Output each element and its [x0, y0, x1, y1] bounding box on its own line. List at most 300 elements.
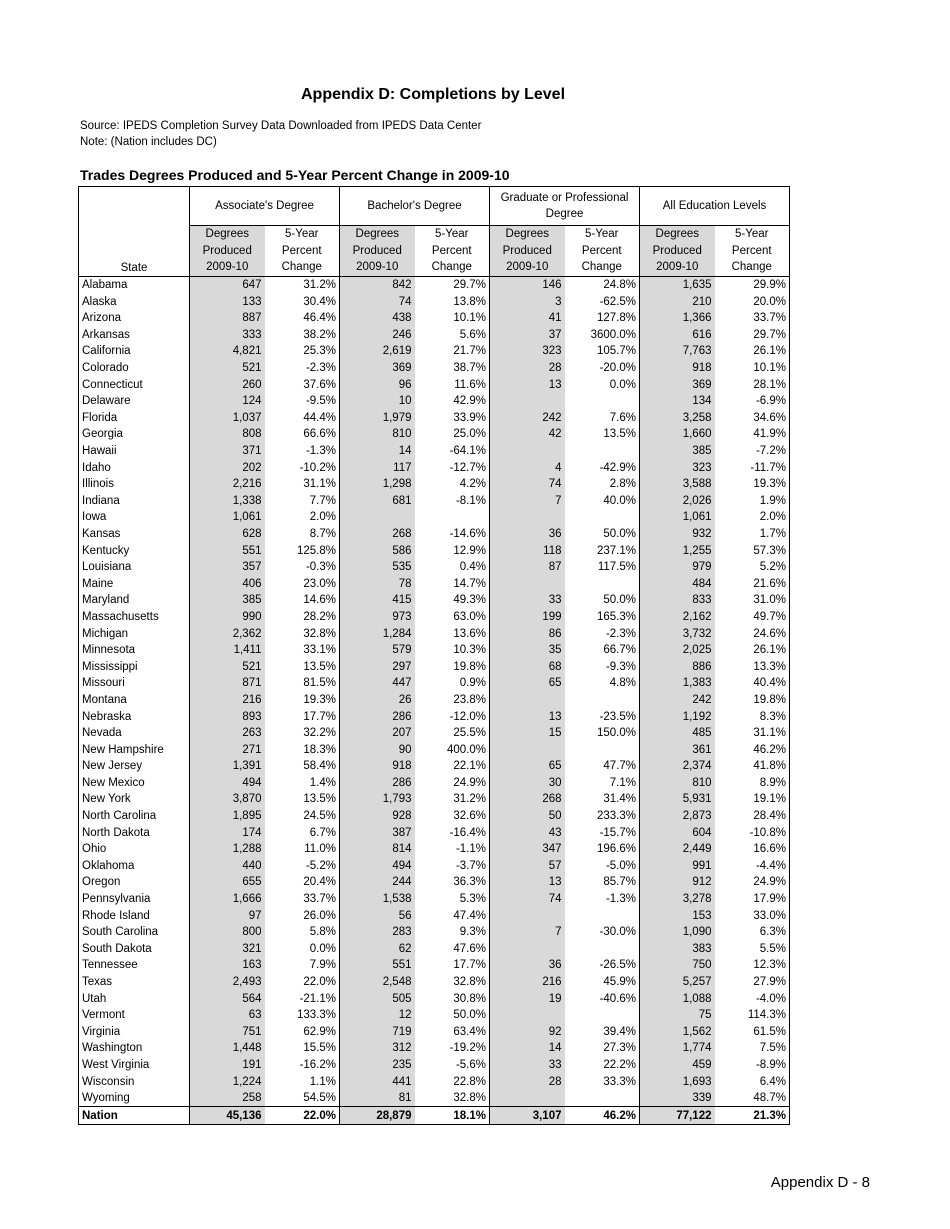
cell-grad-change: 33.3%: [565, 1073, 640, 1090]
cell-assoc-degrees: 2,493: [190, 974, 265, 991]
cell-all-change: 20.0%: [715, 293, 790, 310]
cell-all-change: 10.1%: [715, 360, 790, 377]
cell-assoc-degrees: 3,870: [190, 791, 265, 808]
cell-assoc-degrees: 4,821: [190, 343, 265, 360]
cell-state: Idaho: [79, 459, 190, 476]
cell-grad-change: [565, 907, 640, 924]
cell-bach-change: 13.8%: [415, 293, 490, 310]
table-row: [79, 1040, 790, 1057]
table-row: [79, 476, 790, 493]
table-row: [79, 526, 790, 543]
header-bachelors: Bachelor's Degree: [340, 187, 490, 226]
cell-assoc-degrees: 887: [190, 310, 265, 327]
cell-grad-degrees: [490, 393, 565, 410]
cell-all-change: 1.7%: [715, 526, 790, 543]
cell-all-degrees: 1,192: [640, 708, 715, 725]
cell-all-degrees: 7,763: [640, 343, 715, 360]
cell-grad-change: [565, 575, 640, 592]
header-state-blank: [79, 243, 190, 260]
cell-assoc-degrees: 647: [190, 276, 265, 293]
cell-assoc-degrees: 133: [190, 293, 265, 310]
cell-all-degrees: 3,732: [640, 625, 715, 642]
cell-assoc-degrees: 2,362: [190, 625, 265, 642]
cell-state: Kentucky: [79, 542, 190, 559]
cell-assoc-change: 125.8%: [265, 542, 340, 559]
cell-assoc-degrees: 260: [190, 376, 265, 393]
cell-assoc-change: 33.7%: [265, 891, 340, 908]
cell-state: Virginia: [79, 1024, 190, 1041]
cell-bach-degrees: 14: [340, 443, 415, 460]
cell-bach-degrees: 447: [340, 675, 415, 692]
cell-assoc-change: -10.2%: [265, 459, 340, 476]
cell-assoc-degrees: 97: [190, 907, 265, 924]
cell-assoc-degrees: 321: [190, 941, 265, 958]
cell-state: Minnesota: [79, 642, 190, 659]
cell-assoc-degrees: 385: [190, 592, 265, 609]
cell-bach-degrees: 244: [340, 874, 415, 891]
cell-grad-change: 4.8%: [565, 675, 640, 692]
cell-assoc-degrees: 1,037: [190, 410, 265, 427]
cell-assoc-degrees: 521: [190, 658, 265, 675]
cell-all-change: 5.5%: [715, 941, 790, 958]
header-degrees-produced: Produced: [490, 243, 565, 260]
cell-bach-change: 5.6%: [415, 327, 490, 344]
cell-grad-change: 31.4%: [565, 791, 640, 808]
cell-grad-degrees: [490, 575, 565, 592]
cell-state: Washington: [79, 1040, 190, 1057]
cell-all-change: 19.8%: [715, 692, 790, 709]
cell-grad-degrees: 4: [490, 459, 565, 476]
cell-grad-degrees: 13: [490, 708, 565, 725]
cell-assoc-degrees: 174: [190, 824, 265, 841]
cell-bach-degrees: 441: [340, 1073, 415, 1090]
cell-all-change: 49.7%: [715, 609, 790, 626]
cell-assoc-change: -5.2%: [265, 858, 340, 875]
cell-bach-change: -3.7%: [415, 858, 490, 875]
cell-state: Indiana: [79, 493, 190, 510]
cell-bach-degrees: 814: [340, 841, 415, 858]
cell-state: Mississippi: [79, 658, 190, 675]
cell-grad-change: 150.0%: [565, 725, 640, 742]
table-row: [79, 874, 790, 891]
cell-grad-degrees: 216: [490, 974, 565, 991]
cell-grad-degrees: 347: [490, 841, 565, 858]
cell-assoc-degrees: 333: [190, 327, 265, 344]
cell-all-degrees: 361: [640, 741, 715, 758]
cell-bach-degrees: 1,793: [340, 791, 415, 808]
cell-grad-degrees: 146: [490, 276, 565, 293]
cell-all-change: 31.0%: [715, 592, 790, 609]
cell-bach-degrees: 28,879: [340, 1107, 415, 1125]
table-row: [79, 1024, 790, 1041]
cell-bach-degrees: 719: [340, 1024, 415, 1041]
cell-grad-change: 50.0%: [565, 592, 640, 609]
cell-grad-change: 105.7%: [565, 343, 640, 360]
cell-assoc-change: 24.5%: [265, 808, 340, 825]
cell-grad-change: 85.7%: [565, 874, 640, 891]
cell-grad-degrees: 118: [490, 542, 565, 559]
cell-bach-change: 25.5%: [415, 725, 490, 742]
header-degrees-produced: Produced: [190, 243, 265, 260]
cell-state: Arkansas: [79, 327, 190, 344]
cell-grad-change: 7.6%: [565, 410, 640, 427]
table-row: [79, 642, 790, 659]
cell-bach-change: 23.8%: [415, 692, 490, 709]
cell-all-degrees: 369: [640, 376, 715, 393]
cell-all-degrees: 485: [640, 725, 715, 742]
cell-all-change: -7.2%: [715, 443, 790, 460]
cell-bach-degrees: 297: [340, 658, 415, 675]
cell-assoc-change: 30.4%: [265, 293, 340, 310]
cell-bach-change: 13.6%: [415, 625, 490, 642]
source-notes: [80, 118, 481, 150]
cell-state: Michigan: [79, 625, 190, 642]
cell-grad-degrees: 35: [490, 642, 565, 659]
cell-grad-change: 237.1%: [565, 542, 640, 559]
cell-all-change: -4.4%: [715, 858, 790, 875]
cell-bach-change: 21.7%: [415, 343, 490, 360]
cell-bach-degrees: 90: [340, 741, 415, 758]
cell-state: New York: [79, 791, 190, 808]
cell-all-change: 6.4%: [715, 1073, 790, 1090]
table-row: [79, 493, 790, 510]
cell-assoc-degrees: 1,338: [190, 493, 265, 510]
cell-all-degrees: 912: [640, 874, 715, 891]
table-row: [79, 1007, 790, 1024]
cell-all-degrees: 459: [640, 1057, 715, 1074]
cell-state: Alaska: [79, 293, 190, 310]
cell-bach-change: 0.4%: [415, 559, 490, 576]
header-all-levels: All Education Levels: [640, 187, 790, 226]
cell-bach-change: 25.0%: [415, 426, 490, 443]
cell-all-change: 29.9%: [715, 276, 790, 293]
cell-bach-degrees: 810: [340, 426, 415, 443]
source-line: Source: IPEDS Completion Survey Data Downloaded from IPEDS Data Center: [80, 120, 482, 132]
cell-grad-change: 233.3%: [565, 808, 640, 825]
table-row: [79, 343, 790, 360]
cell-assoc-change: -16.2%: [265, 1057, 340, 1074]
cell-grad-degrees: 68: [490, 658, 565, 675]
cell-bach-degrees: 1,298: [340, 476, 415, 493]
cell-all-degrees: 1,255: [640, 542, 715, 559]
cell-state: Texas: [79, 974, 190, 991]
header-degrees-produced: Degrees: [190, 226, 265, 243]
cell-grad-degrees: 33: [490, 1057, 565, 1074]
cell-all-degrees: 932: [640, 526, 715, 543]
cell-assoc-change: 18.3%: [265, 741, 340, 758]
cell-all-change: -6.9%: [715, 393, 790, 410]
table-row: [79, 443, 790, 460]
header-percent-change: Percent: [415, 243, 490, 260]
cell-grad-degrees: 50: [490, 808, 565, 825]
cell-all-change: 2.0%: [715, 509, 790, 526]
header-degrees-produced: Degrees: [340, 226, 415, 243]
cell-bach-degrees: 62: [340, 941, 415, 958]
cell-grad-change: 196.6%: [565, 841, 640, 858]
cell-assoc-change: 25.3%: [265, 343, 340, 360]
table-row: [79, 775, 790, 792]
header-percent-change: Percent: [715, 243, 790, 260]
header-percent-change: Change: [415, 259, 490, 276]
cell-state: Nebraska: [79, 708, 190, 725]
cell-all-change: 33.0%: [715, 907, 790, 924]
cell-state: Vermont: [79, 1007, 190, 1024]
header-degrees-produced: 2009-10: [490, 259, 565, 276]
cell-all-change: 26.1%: [715, 642, 790, 659]
cell-assoc-change: 17.7%: [265, 708, 340, 725]
cell-bach-degrees: 1,284: [340, 625, 415, 642]
cell-bach-change: 49.3%: [415, 592, 490, 609]
cell-all-change: 34.6%: [715, 410, 790, 427]
cell-bach-change: 32.6%: [415, 808, 490, 825]
cell-all-degrees: 3,588: [640, 476, 715, 493]
cell-all-change: 12.3%: [715, 957, 790, 974]
cell-bach-degrees: 78: [340, 575, 415, 592]
cell-state: Tennessee: [79, 957, 190, 974]
cell-bach-change: 33.9%: [415, 410, 490, 427]
cell-all-degrees: 2,026: [640, 493, 715, 510]
cell-assoc-degrees: 1,224: [190, 1073, 265, 1090]
header-percent-change: 5-Year: [565, 226, 640, 243]
cell-all-degrees: 1,635: [640, 276, 715, 293]
cell-grad-change: [565, 1090, 640, 1107]
cell-bach-change: [415, 509, 490, 526]
cell-all-change: 19.1%: [715, 791, 790, 808]
cell-grad-change: [565, 509, 640, 526]
table-row: [79, 276, 790, 293]
cell-all-degrees: 3,278: [640, 891, 715, 908]
cell-grad-change: -2.3%: [565, 625, 640, 642]
cell-bach-change: -14.6%: [415, 526, 490, 543]
cell-assoc-degrees: 655: [190, 874, 265, 891]
cell-all-degrees: 383: [640, 941, 715, 958]
cell-state: Nevada: [79, 725, 190, 742]
cell-all-change: 13.3%: [715, 658, 790, 675]
cell-grad-degrees: 323: [490, 343, 565, 360]
cell-bach-change: 22.1%: [415, 758, 490, 775]
cell-state: Nation: [79, 1107, 190, 1125]
cell-assoc-change: 2.0%: [265, 509, 340, 526]
cell-grad-change: 127.8%: [565, 310, 640, 327]
table-row: [79, 758, 790, 775]
cell-grad-change: 0.0%: [565, 376, 640, 393]
cell-assoc-change: 62.9%: [265, 1024, 340, 1041]
cell-assoc-degrees: 521: [190, 360, 265, 377]
cell-grad-degrees: 74: [490, 476, 565, 493]
cell-bach-change: 63.4%: [415, 1024, 490, 1041]
cell-state: Georgia: [79, 426, 190, 443]
cell-assoc-degrees: 1,391: [190, 758, 265, 775]
cell-assoc-degrees: 357: [190, 559, 265, 576]
cell-all-degrees: 979: [640, 559, 715, 576]
cell-assoc-change: 19.3%: [265, 692, 340, 709]
cell-state: Maine: [79, 575, 190, 592]
cell-assoc-degrees: 1,448: [190, 1040, 265, 1057]
header-graduate: Graduate or Professional Degree: [490, 187, 640, 226]
cell-grad-change: [565, 393, 640, 410]
cell-all-change: 40.4%: [715, 675, 790, 692]
cell-grad-change: 22.2%: [565, 1057, 640, 1074]
cell-bach-degrees: 268: [340, 526, 415, 543]
cell-grad-degrees: 43: [490, 824, 565, 841]
cell-grad-degrees: [490, 443, 565, 460]
cell-all-degrees: 1,774: [640, 1040, 715, 1057]
cell-bach-change: -12.0%: [415, 708, 490, 725]
cell-assoc-degrees: 258: [190, 1090, 265, 1107]
cell-bach-degrees: [340, 509, 415, 526]
cell-bach-degrees: 928: [340, 808, 415, 825]
cell-state: South Dakota: [79, 941, 190, 958]
table-row: [79, 426, 790, 443]
cell-bach-change: -5.6%: [415, 1057, 490, 1074]
cell-all-change: 114.3%: [715, 1007, 790, 1024]
cell-grad-change: 66.7%: [565, 642, 640, 659]
cell-all-degrees: 2,873: [640, 808, 715, 825]
cell-bach-degrees: 415: [340, 592, 415, 609]
cell-bach-degrees: 369: [340, 360, 415, 377]
cell-assoc-degrees: 2,216: [190, 476, 265, 493]
cell-all-change: 27.9%: [715, 974, 790, 991]
cell-assoc-degrees: 808: [190, 426, 265, 443]
cell-grad-degrees: [490, 509, 565, 526]
cell-grad-degrees: [490, 1090, 565, 1107]
cell-all-change: 28.1%: [715, 376, 790, 393]
cell-grad-degrees: [490, 907, 565, 924]
cell-all-change: 41.9%: [715, 426, 790, 443]
cell-bach-degrees: 535: [340, 559, 415, 576]
table-row: [79, 907, 790, 924]
cell-all-degrees: 5,931: [640, 791, 715, 808]
cell-grad-change: -23.5%: [565, 708, 640, 725]
header-percent-change: Percent: [565, 243, 640, 260]
cell-all-change: -8.9%: [715, 1057, 790, 1074]
cell-bach-change: -64.1%: [415, 443, 490, 460]
table-row: [79, 941, 790, 958]
cell-grad-change: 45.9%: [565, 974, 640, 991]
cell-all-degrees: 1,660: [640, 426, 715, 443]
cell-assoc-degrees: 1,666: [190, 891, 265, 908]
cell-all-degrees: 2,374: [640, 758, 715, 775]
cell-grad-change: -42.9%: [565, 459, 640, 476]
cell-assoc-change: 0.0%: [265, 941, 340, 958]
cell-assoc-degrees: 990: [190, 609, 265, 626]
cell-all-change: 5.2%: [715, 559, 790, 576]
cell-bach-degrees: 235: [340, 1057, 415, 1074]
table-header: [79, 187, 790, 277]
cell-grad-change: 46.2%: [565, 1107, 640, 1125]
table-row: [79, 310, 790, 327]
cell-grad-degrees: 65: [490, 758, 565, 775]
table-title: Trades Degrees Produced and 5-Year Percent Change in 2009-10: [80, 167, 510, 183]
cell-all-degrees: 604: [640, 824, 715, 841]
table-row: [79, 741, 790, 758]
table-row: [79, 808, 790, 825]
cell-bach-change: 47.6%: [415, 941, 490, 958]
cell-bach-change: 11.6%: [415, 376, 490, 393]
cell-all-change: 41.8%: [715, 758, 790, 775]
cell-grad-degrees: 36: [490, 526, 565, 543]
cell-grad-degrees: 36: [490, 957, 565, 974]
table-row: [79, 360, 790, 377]
header-degrees-produced: 2009-10: [340, 259, 415, 276]
cell-bach-change: 19.8%: [415, 658, 490, 675]
cell-bach-degrees: 2,548: [340, 974, 415, 991]
cell-all-degrees: 153: [640, 907, 715, 924]
cell-assoc-degrees: 751: [190, 1024, 265, 1041]
cell-grad-change: [565, 941, 640, 958]
cell-state: New Jersey: [79, 758, 190, 775]
cell-all-degrees: 2,162: [640, 609, 715, 626]
cell-assoc-change: 22.0%: [265, 1107, 340, 1125]
cell-state: Louisiana: [79, 559, 190, 576]
cell-all-change: 48.7%: [715, 1090, 790, 1107]
table-row: [79, 1057, 790, 1074]
header-percent-change: 5-Year: [265, 226, 340, 243]
cell-bach-change: -16.4%: [415, 824, 490, 841]
cell-all-degrees: 886: [640, 658, 715, 675]
cell-bach-degrees: 973: [340, 609, 415, 626]
table-row: [79, 376, 790, 393]
cell-grad-degrees: 199: [490, 609, 565, 626]
cell-all-degrees: 2,025: [640, 642, 715, 659]
cell-state: Arizona: [79, 310, 190, 327]
cell-bach-degrees: 1,538: [340, 891, 415, 908]
cell-state: Rhode Island: [79, 907, 190, 924]
cell-state: West Virginia: [79, 1057, 190, 1074]
cell-all-degrees: 242: [640, 692, 715, 709]
cell-state: North Dakota: [79, 824, 190, 841]
cell-bach-change: -19.2%: [415, 1040, 490, 1057]
cell-grad-degrees: 28: [490, 360, 565, 377]
cell-bach-change: -1.1%: [415, 841, 490, 858]
cell-state: Colorado: [79, 360, 190, 377]
cell-state: Maryland: [79, 592, 190, 609]
cell-bach-change: 31.2%: [415, 791, 490, 808]
cell-grad-change: [565, 741, 640, 758]
cell-bach-degrees: 586: [340, 542, 415, 559]
cell-all-change: 17.9%: [715, 891, 790, 908]
header-percent-change: Percent: [265, 243, 340, 260]
cell-grad-change: -15.7%: [565, 824, 640, 841]
cell-grad-degrees: 74: [490, 891, 565, 908]
header-degrees-produced: Produced: [640, 243, 715, 260]
cell-bach-degrees: 681: [340, 493, 415, 510]
cell-bach-degrees: 81: [340, 1090, 415, 1107]
table-row: [79, 990, 790, 1007]
cell-bach-change: 18.1%: [415, 1107, 490, 1125]
cell-all-degrees: 918: [640, 360, 715, 377]
cell-state: Delaware: [79, 393, 190, 410]
cell-bach-degrees: 551: [340, 957, 415, 974]
cell-assoc-degrees: 1,411: [190, 642, 265, 659]
cell-state: Oklahoma: [79, 858, 190, 875]
header-associates: Associate's Degree: [190, 187, 340, 226]
cell-bach-degrees: 56: [340, 907, 415, 924]
header-degrees-produced: Degrees: [640, 226, 715, 243]
cell-state: North Carolina: [79, 808, 190, 825]
cell-grad-degrees: 92: [490, 1024, 565, 1041]
cell-state: Massachusetts: [79, 609, 190, 626]
cell-assoc-change: 15.5%: [265, 1040, 340, 1057]
cell-all-degrees: 1,562: [640, 1024, 715, 1041]
table-row: [79, 1073, 790, 1090]
cell-assoc-change: 37.6%: [265, 376, 340, 393]
cell-bach-degrees: 918: [340, 758, 415, 775]
cell-assoc-degrees: 371: [190, 443, 265, 460]
cell-grad-change: 13.5%: [565, 426, 640, 443]
table-row: [79, 658, 790, 675]
cell-grad-degrees: 87: [490, 559, 565, 576]
